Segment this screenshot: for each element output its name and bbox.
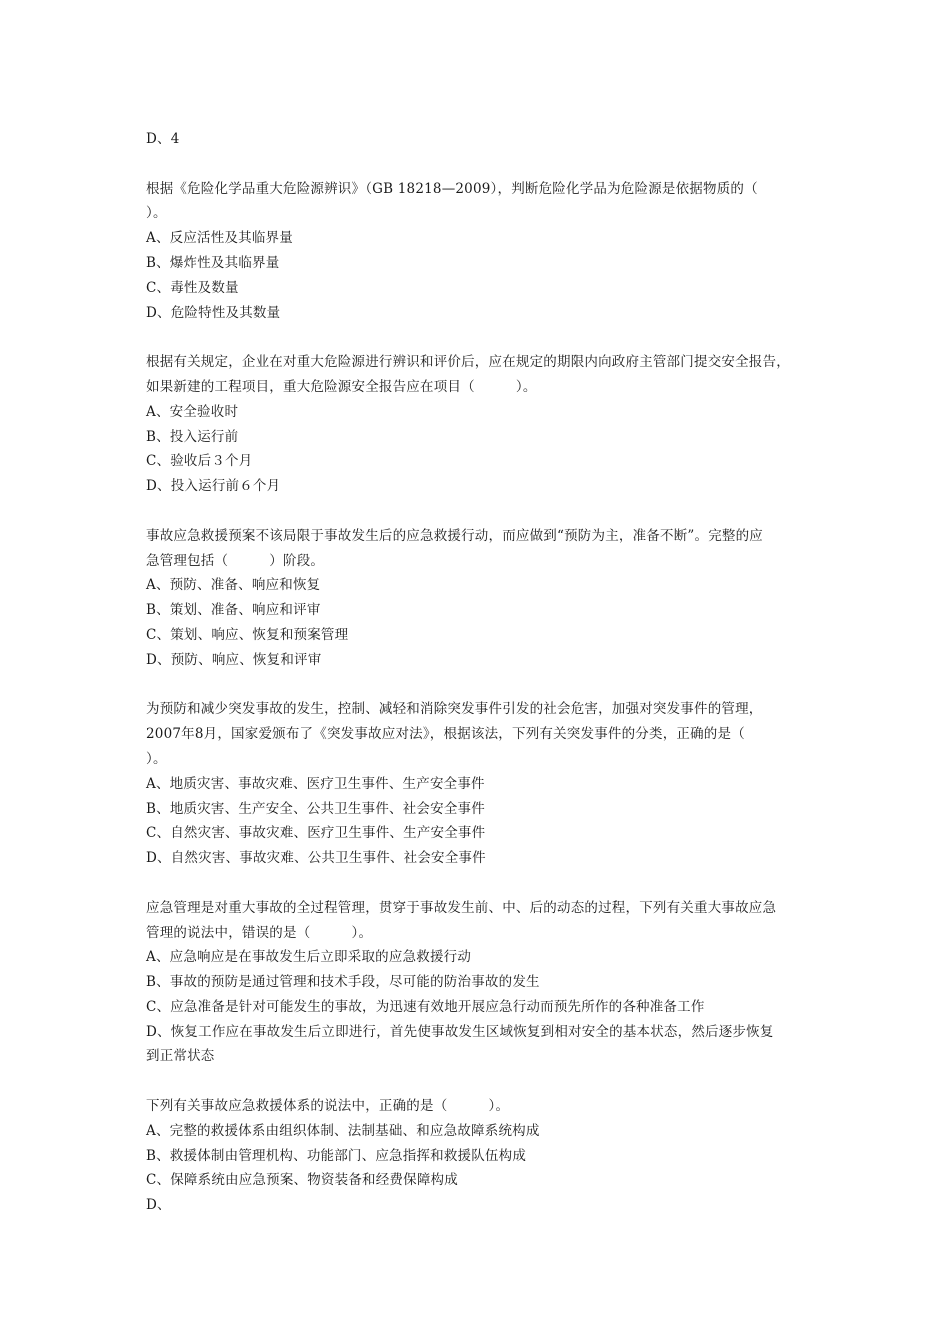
option-c: C、保障系统由应急预案、物资装备和经费保障构成 [146,1172,458,1189]
document-page [146,127,826,1218]
question-stem-line: 根据有关规定，企业在对重大危险源进行辨识和评价后，应在规定的期限内向政府主管部门提交安全报告， [146,354,790,371]
question-stem-line: 2007年8月，国家爱颁布了《突发事故应对法》，根据该法，下列有关突发事件的分类，正确的是（ [146,726,745,743]
question-6 [146,1094,826,1218]
option-a: A、地质灾害、事故灾难、医疗卫生事件、生产安全事件 [146,775,485,792]
question-stem-line: 事故应急救援预案不该局限于事故发生后的应急救援行动，而应做到“预防为主，准备不断”。完整的应 [146,527,764,544]
option-b: B、救援体制由管理机构、功能部门、应急指挥和救援队伍构成 [146,1147,527,1164]
question-stem-line: 急管理包括（ ）阶段。 [146,552,325,569]
option-b: B、地质灾害、生产安全、公共卫生事件、社会安全事件 [146,800,485,817]
option-d: D、恢复工作应在事故发生后立即进行，首先使事故发生区域恢复到相对安全的基本状态，然后逐步恢复 [146,1023,774,1040]
option-a: A、应急响应是在事故发生后立即采取的应急救援行动 [146,949,472,966]
question-stem-line: ）。 [146,205,167,222]
question-stem-line: 下列有关事故应急救援体系的说法中，正确的是（ ）。 [146,1098,510,1115]
leading-option: D、4 [146,131,180,147]
question-3 [146,524,826,673]
option-d: D、投入运行前６个月 [146,478,281,495]
option-a: A、安全验收时 [146,403,239,420]
option-a: A、反应活性及其临界量 [146,230,293,247]
option-d: D、危险特性及其数量 [146,304,281,321]
option-c: C、验收后３个月 [146,453,253,470]
question-stem-line: 管理的说法中，错误的是（ ）。 [146,924,373,941]
question-4 [146,697,826,871]
question-1 [146,177,826,326]
question-stem-line: 如果新建的工程项目，重大危险源安全报告应在项目（ ）。 [146,378,537,395]
option-b: B、策划、准备、响应和评审 [146,602,321,619]
question-stem-line: ）。 [146,750,167,767]
option-c: C、应急准备是针对可能发生的事故，为迅速有效地开展应急行动而预先所作的各种准备工作 [146,998,705,1015]
option-a: A、预防、准备、响应和恢复 [146,577,321,594]
question-2 [146,350,826,499]
question-stem-line: 应急管理是对重大事故的全过程管理，贯穿于事故发生前、中、后的动态的过程，下列有关重大事故应急 [146,899,777,916]
option-b: B、事故的预防是通过管理和技术手段，尽可能的防治事故的发生 [146,974,540,991]
option-c: C、自然灾害、事故灾难、医疗卫生事件、生产安全事件 [146,825,486,842]
option-d-continued: 到正常状态 [146,1048,215,1065]
question-stem-line: 为预防和减少突发事故的发生，控制、减轻和消除突发事件引发的社会危害，加强对突发事件的管理， [146,701,763,718]
option-c: C、毒性及数量 [146,279,239,296]
question-5 [146,896,826,1070]
option-b: B、爆炸性及其临界量 [146,254,280,271]
option-a: A、完整的救援体系由组织体制、法制基础、和应急故障系统构成 [146,1122,540,1139]
question-stem-line: 根据《危险化学品重大危险源辨识》（GB 18218—2009），判断危险化学品为危险源是依据物质的（ [146,180,758,197]
option-d: D、自然灾害、事故灾难、公共卫生事件、社会安全事件 [146,850,486,867]
option-c: C、策划、响应、恢复和预案管理 [146,626,349,643]
option-d: D、 [146,1197,171,1214]
option-d: D、预防、响应、恢复和评审 [146,651,322,668]
option-b: B、投入运行前 [146,428,239,445]
